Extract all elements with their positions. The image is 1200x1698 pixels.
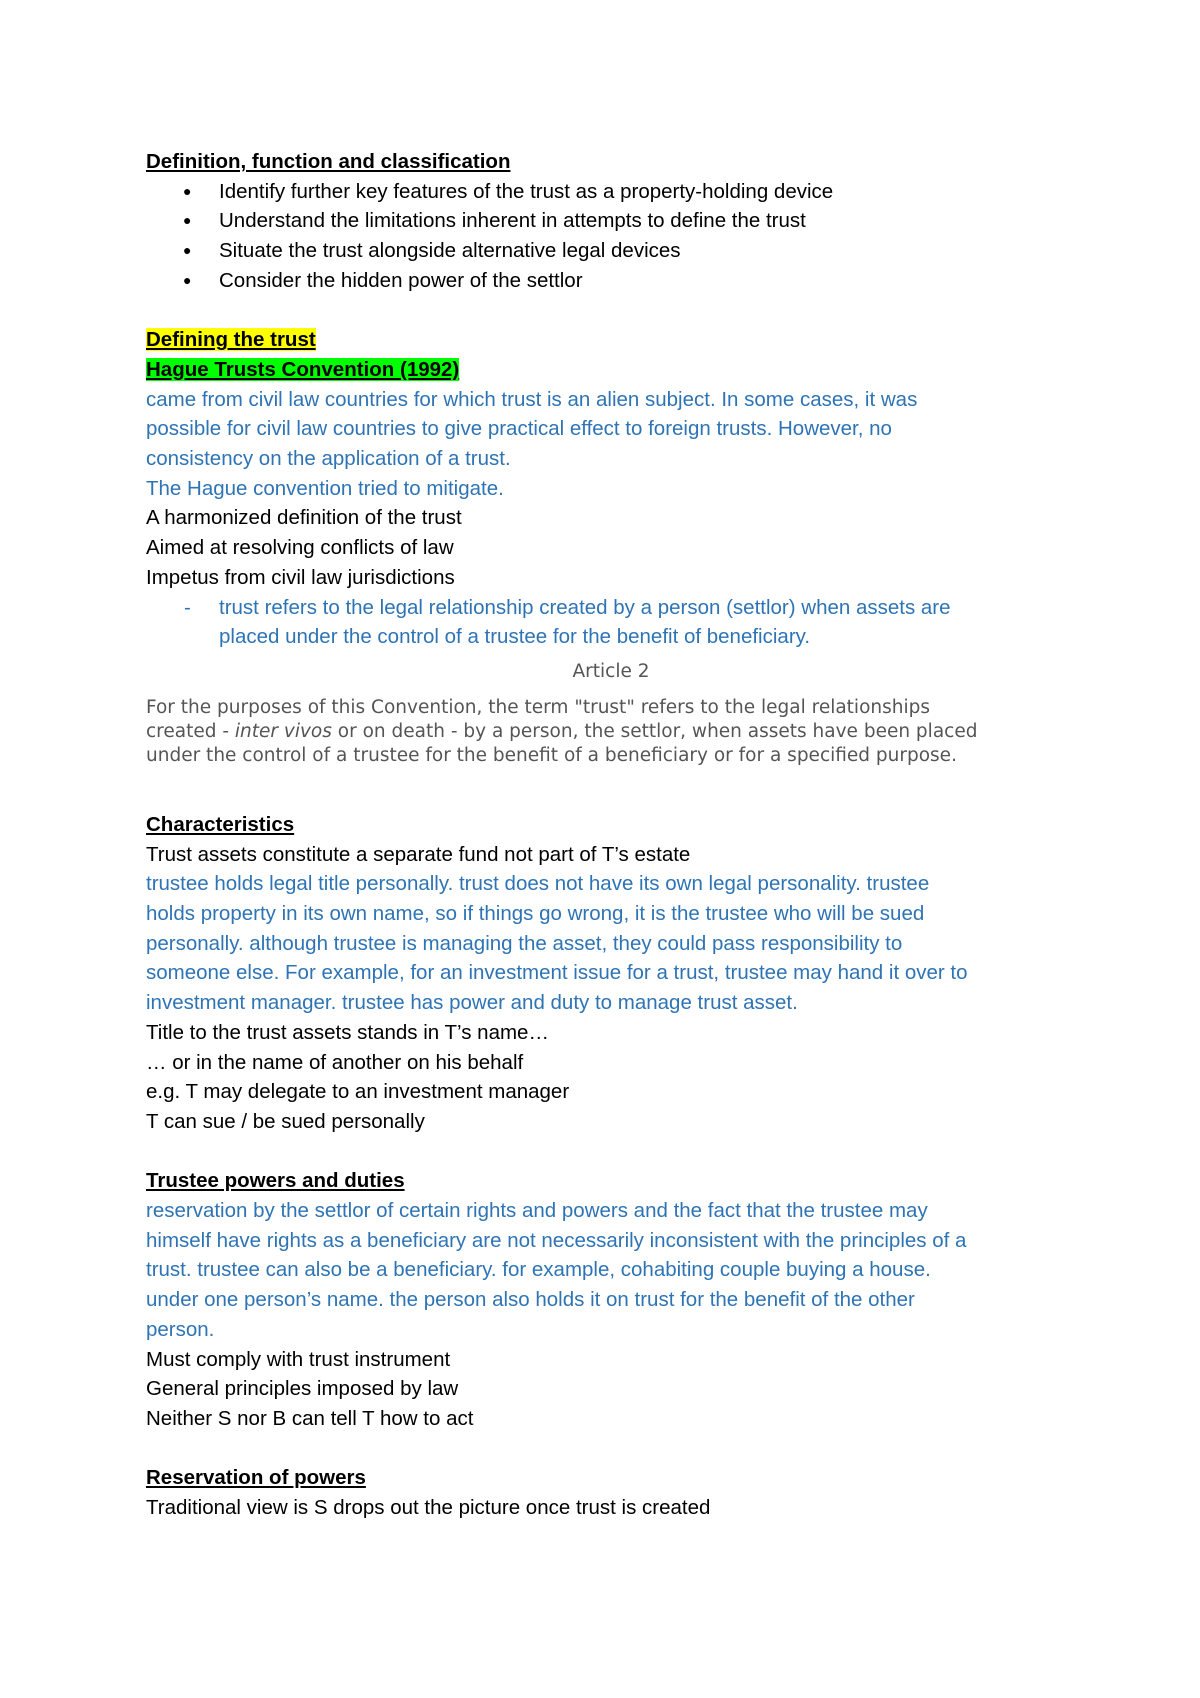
objective-item: ● Situate the trust alongside alternative legal devices	[146, 236, 1076, 266]
dash-list-item	[146, 593, 1076, 652]
point-line: Aimed at resolving conflicts of law	[146, 536, 454, 560]
section-heading-defining-trust: Defining the trust	[146, 328, 316, 352]
objective-item: ● Consider the hidden power of the settlor	[146, 266, 1076, 296]
article-emphasis: inter vivos	[234, 720, 332, 742]
note-line: trustee holds legal title personally. trust does not have its own legal personality. trustee	[146, 872, 930, 896]
note-line: someone else. For example, for an investment issue for a trust, trustee may hand it over to	[146, 961, 968, 985]
note-line: personally. although trustee is managing the asset, they could pass responsibility to	[146, 931, 903, 955]
point-line: … or in the name of another on his behalf	[146, 1050, 524, 1074]
point-line: Traditional view is S drops out the picture once trust is created	[146, 1496, 711, 1520]
dash-note-line: placed under the control of a trustee for the benefit of beneficiary.	[219, 625, 811, 649]
note-line: possible for civil law countries to give practical effect to foreign trusts. However, no	[146, 417, 892, 441]
note-line: himself have rights as a beneficiary are not necessarily inconsistent with the principles of a	[146, 1228, 967, 1252]
point-line: Title to the trust assets stands in T’s name…	[146, 1020, 549, 1044]
note-line: reservation by the settlor of certain rights and powers and the fact that the trustee may	[146, 1199, 928, 1223]
objectives-list	[146, 177, 1076, 296]
section-heading-trustee-powers: Trustee powers and duties	[146, 1169, 405, 1193]
point-line: Neither S nor B can tell T how to act	[146, 1406, 474, 1430]
note-line: person.	[146, 1317, 215, 1341]
objective-item: ● Identify further key features of the trust as a property-holding device	[146, 177, 1076, 207]
article-line: For the purposes of this Convention, the term "trust" refers to the legal relationships	[146, 696, 931, 718]
point-line: T can sue / be sued personally	[146, 1109, 425, 1133]
section-heading-reservation: Reservation of powers	[146, 1466, 366, 1490]
note-line: trust. trustee can also be a beneficiary. for example, cohabiting couple buying a house.	[146, 1258, 931, 1282]
note-line: consistency on the application of a trust.	[146, 447, 511, 471]
point-line: Trust assets constitute a separate fund not part of T’s estate	[146, 842, 691, 866]
point-line: General principles imposed by law	[146, 1377, 459, 1401]
article-quote	[146, 660, 1076, 768]
note-line: holds property in its own name, so if things go wrong, it is the trustee who will be sued	[146, 902, 925, 926]
dash-note-line: trust refers to the legal relationship created by a person (settlor) when assets are	[219, 595, 951, 619]
section-heading-characteristics: Characteristics	[146, 812, 295, 836]
note-line: came from civil law countries for which trust is an alien subject. In some cases, it was	[146, 387, 918, 411]
subheading-hague-convention: Hague Trusts Convention (1992)	[146, 357, 460, 381]
note-line: under one person’s name. the person also holds it on trust for the benefit of the other	[146, 1288, 915, 1312]
article-line: created - inter vivos or on death - by a person, the settlor, when assets have been placed	[146, 720, 978, 742]
document-content	[146, 147, 1076, 1523]
article-line: under the control of a trustee for the benefit of a beneficiary or for a specified purpose.	[146, 744, 957, 766]
objective-item: ● Understand the limitations inherent in attempts to define the trust	[146, 206, 1076, 236]
note-line: The Hague convention tried to mitigate.	[146, 476, 504, 500]
article-title: Article 2	[572, 660, 650, 682]
dash-marker: -	[184, 595, 191, 619]
point-line: e.g. T may delegate to an investment manager	[146, 1080, 570, 1104]
note-line: investment manager. trustee has power and duty to manage trust asset.	[146, 991, 798, 1015]
section-heading-definition: Definition, function and classification	[146, 150, 511, 173]
point-line: Impetus from civil law jurisdictions	[146, 565, 455, 589]
point-line: A harmonized definition of the trust	[146, 506, 462, 530]
point-line: Must comply with trust instrument	[146, 1347, 451, 1371]
